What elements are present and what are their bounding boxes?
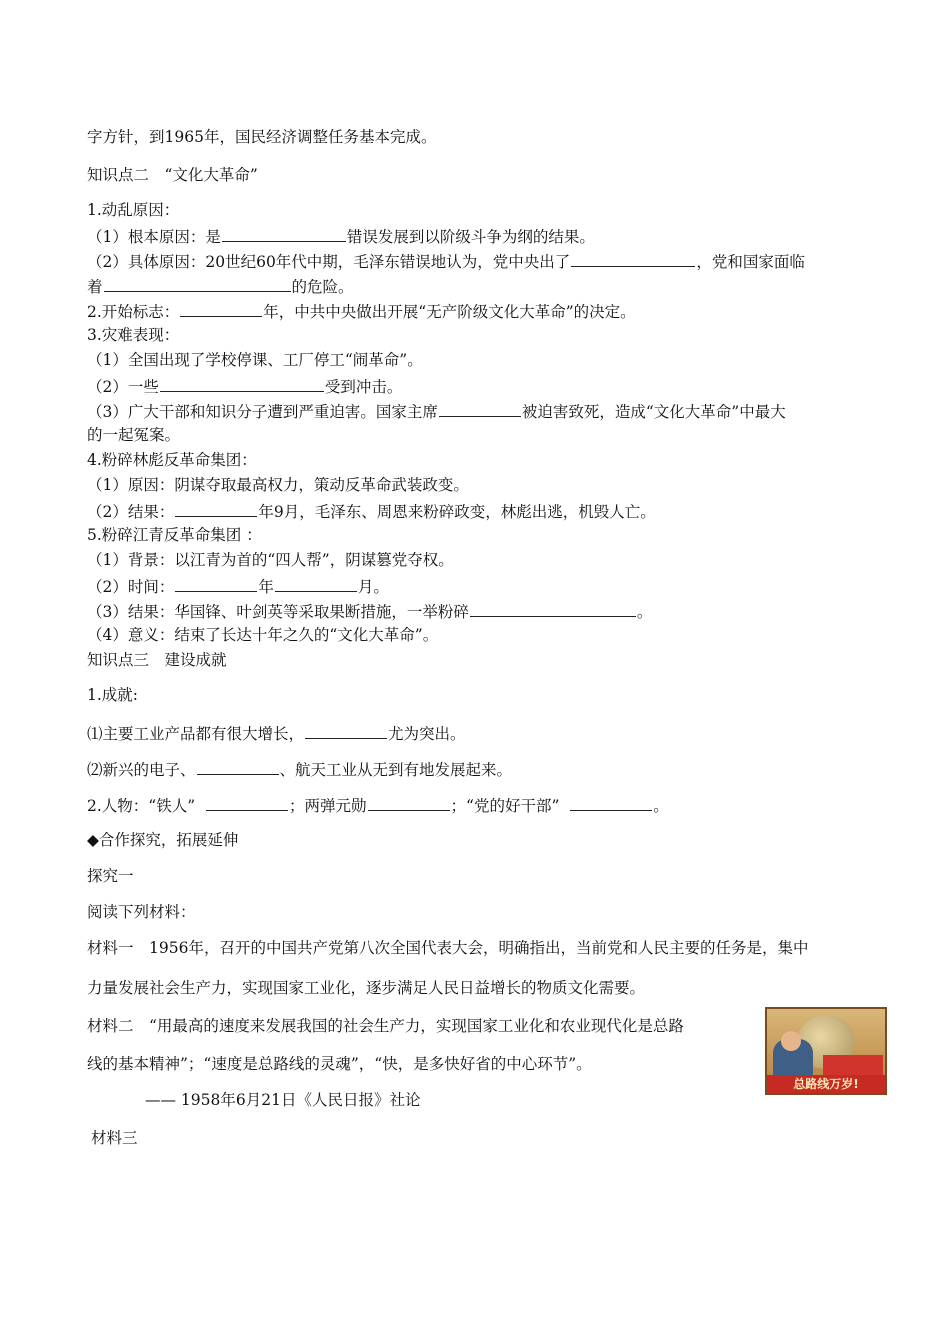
text-line: （4）意义：结束了长达十年之久的“文化大革命”。 [87,626,439,644]
answer-blank[interactable] [160,375,324,392]
text-line: 字方针，到1965年，国民经济调整任务基本完成。 [87,128,437,146]
material-3-label: 材料三 [91,1129,138,1147]
text-line: （1）原因：阴谋夺取最高权力，策动反革命武装政变。 [87,476,469,494]
text-line: 1.动乱原因： [87,201,180,219]
answer-blank[interactable] [470,600,636,617]
answer-blank[interactable] [197,758,279,775]
answer-blank[interactable] [180,300,262,317]
text-line: 5.粉碎江青反革命集团 ： [87,526,262,544]
section-heading-2: 知识点二 “文化大革命” [87,166,258,184]
material-2-line: 线的基本精神”；“速度是总路线的灵魂”，“快，是多快好省的中心环节”。 [87,1055,592,1073]
text-line: 探究一 [87,867,134,885]
answer-blank[interactable] [368,794,450,811]
answer-blank[interactable] [104,275,291,292]
fill-blank-line: （2）结果： 年9月，毛泽东、周恩来粉碎政变，林彪出逃，机毁人亡。 [87,500,656,522]
answer-blank[interactable] [175,500,257,517]
text-line: 的一起冤案。 [87,426,181,444]
answer-blank[interactable] [570,794,652,811]
answer-blank[interactable] [222,225,346,242]
fill-blank-line: 2.开始标志： 年，中共中央做出开展“无产阶级文化大革命”的决定。 [87,300,636,322]
answer-blank[interactable] [175,575,257,592]
text-line: 阅读下列材料： [87,903,196,921]
section-heading-3: 知识点三 建设成就 [87,651,227,669]
text-line: （1）全国出现了学校停课、工厂停工“闹革命”。 [87,351,423,369]
material-1-line: 材料一 1956年，召开的中国共产党第八次全国代表大会，明确指出，当前党和人民主要的任务是，集中 [87,939,809,957]
answer-blank[interactable] [439,400,521,417]
fill-blank-line: （2）具体原因：20世纪60年代中期，毛泽东错误地认为，党中央出了 ，党和国家面临 [87,250,805,272]
fill-blank-line: （3）结果：华国锋、叶剑英等采取果断措施，一举粉碎 。 [87,600,652,622]
answer-blank[interactable] [571,250,695,267]
fill-blank-line: 2.人物：“铁人” ；两弹元勋 ；“党的好干部” 。 [87,794,669,816]
worker-face [781,1031,801,1051]
fill-blank-line: （1）根本原因：是 错误发展到以阶级斗争为纲的结果。 [87,225,595,247]
answer-blank[interactable] [206,794,288,811]
fill-blank-line: ⑵新兴的电子、 、航天工业从无到有地发展起来。 [87,758,512,780]
fill-blank-line: ⑴主要工业产品都有很大增长， 尤为突出。 [87,722,466,744]
material-2-line: 材料二 “用最高的速度来发展我国的社会生产力，实现国家工业化和农业现代化是总路 [87,1017,684,1035]
text-line: 4.粉碎林彪反革命集团： [87,451,257,469]
fill-blank-line: 着 的危险。 [87,275,354,297]
fill-blank-line: （3）广大干部和知识分子遭到严重迫害。国家主席 被迫害致死，造成“文化大革命”中最大 [87,400,786,422]
text-line: 1.成就: [87,686,139,704]
red-flag-graphic [823,1055,883,1077]
citation: —— 1958年6月21日《人民日报》社论 [145,1091,421,1109]
fill-blank-line: （2）一些 受到冲击。 [87,375,402,397]
section-heading-explore: ◆合作探究，拓展延伸 [87,831,239,849]
propaganda-poster-image [765,1007,887,1095]
answer-blank[interactable] [305,722,387,739]
answer-blank[interactable] [275,575,357,592]
fill-blank-line: （2）时间： 年 月。 [87,575,389,597]
text-line: （1）背景：以江青为首的“四人帮”，阴谋篡党夺权。 [87,551,454,569]
material-1-line: 力量发展社会生产力，实现国家工业化，逐步满足人民日益增长的物质文化需要。 [87,979,646,997]
text-line: 3.灾难表现： [87,326,180,344]
poster-slogan: 总路线万岁! [767,1075,885,1093]
